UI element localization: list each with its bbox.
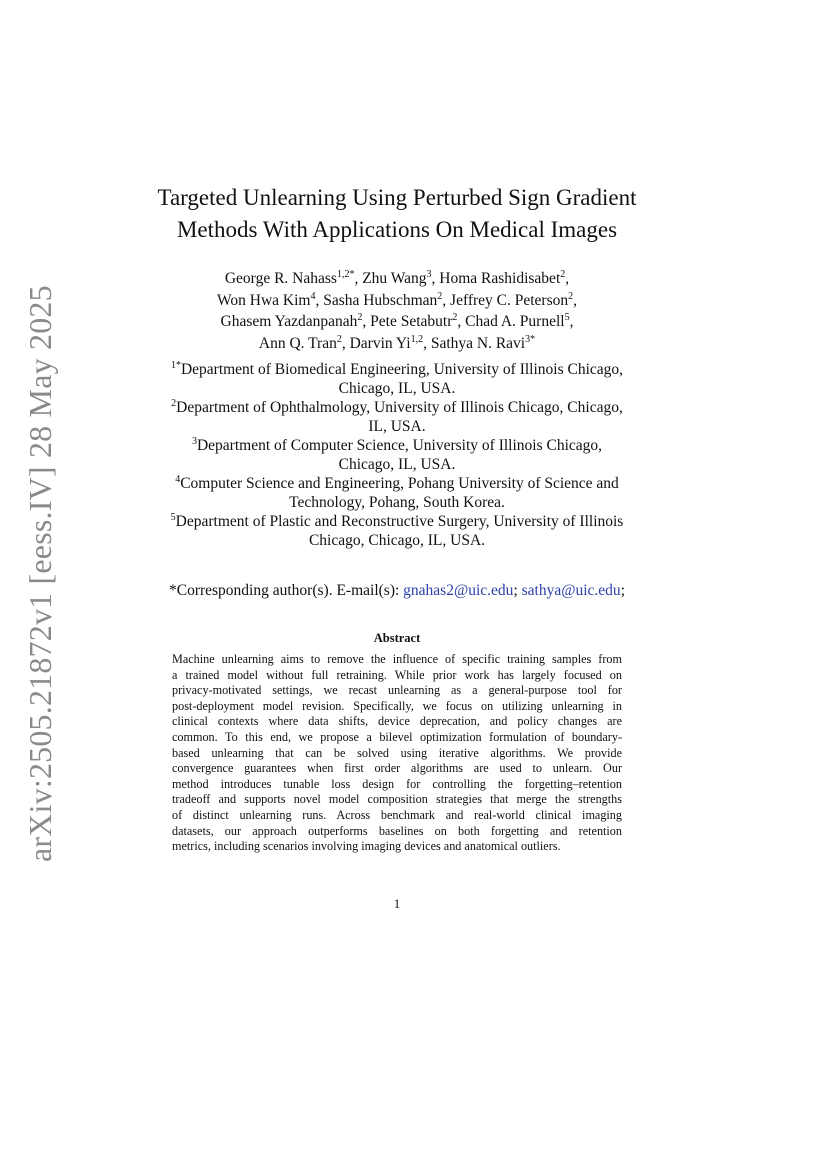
affiliation-mark: 1* [170, 360, 181, 371]
author-name: George R. Nahass [224, 270, 337, 287]
author-list [140, 268, 654, 354]
author-name: Zhu Wang [362, 270, 427, 287]
author-affiliation-mark: 4 [310, 290, 316, 302]
author-affiliation-mark: 2 [560, 269, 566, 280]
abstract-line: metrics, including scenarios involving imaging devices and anatomical outliers. [172, 839, 561, 854]
affiliation-mark: 5 [170, 512, 176, 523]
paper-title-line-1: Targeted Unlearning Using Perturbed Sign Gradient [157, 185, 637, 210]
abstract-line: datasets, our approach outperforms baselines on both forgetting and retention [172, 823, 622, 838]
affiliation [150, 360, 644, 398]
affiliation-line [150, 436, 644, 455]
arxiv-side-stamp: arXiv:2505.21872v1 [eess.IV] 28 May 2025 [22, 285, 58, 862]
author-name: Homa Rashidisabet [439, 270, 561, 287]
author-name: Ghasem Yazdanpanah [220, 313, 358, 330]
abstract-body [172, 652, 622, 855]
abstract-line: method introduces tunable loss design for controlling the forgetting–retention [172, 776, 622, 791]
author-affiliation-mark: 3 [426, 269, 432, 280]
abstract-heading: Abstract [373, 631, 421, 645]
author-separator: , [569, 313, 574, 330]
author-name: Pete Setabutr [370, 313, 453, 330]
affiliation [150, 398, 644, 436]
abstract-line: based unlearning that can be solved using iterative algorithms. We provide [172, 745, 622, 760]
affiliation-line: Chicago, IL, USA. [338, 456, 456, 473]
affiliation-line [150, 360, 644, 379]
affiliation-text: Computer Science and Engineering, Pohang University of Science and [180, 475, 619, 492]
page-number: 1 [393, 896, 401, 911]
email-link-gnahas2[interactable]: gnahas2@uic.edu [403, 582, 514, 599]
abstract-line: privacy-motivated settings, we recast unlearning as a general-purpose tool for [172, 683, 622, 698]
author-separator: , [423, 334, 431, 352]
corresponding-label: *Corresponding author(s). E-mail(s): [168, 582, 404, 599]
author-separator: , [341, 334, 350, 352]
paper-title [130, 182, 664, 246]
affiliation [150, 474, 644, 512]
author-affiliation-mark: 1,2* [336, 269, 355, 280]
abstract-line: clinical contexts where data shifts, device deprecation, and policy changes are [172, 714, 622, 729]
affiliation-mark: 3 [191, 436, 197, 447]
author-affiliation-mark: 1,2 [410, 333, 424, 345]
author-affiliation-mark: 2 [452, 312, 458, 323]
author-separator: , [431, 270, 440, 287]
affiliation [150, 436, 644, 474]
abstract-line: of distinct unlearning runs. Across benchmark and real-world clinical imaging [172, 807, 622, 822]
affiliation-mark: 4 [175, 474, 181, 485]
abstract-line: Machine unlearning aims to remove the influence of specific training samples from [172, 652, 622, 666]
affiliation-line [150, 512, 644, 531]
email-separator: ; [513, 582, 522, 599]
author-affiliation-mark: 2 [357, 312, 363, 323]
author-line [140, 268, 654, 290]
affiliation-line: Chicago, Chicago, IL, USA. [308, 532, 486, 549]
abstract-line: post-deployment model revision. Specifically, we focus on utilizing unlearning in [172, 698, 622, 713]
affiliation-mark: 2 [171, 398, 177, 409]
abstract-line: convergence guarantees when first order algorithms are used to unlearn. Our [172, 761, 622, 776]
author-separator: , [354, 270, 363, 287]
affiliation-line: Chicago, IL, USA. [338, 380, 456, 397]
abstract-line: common. To this end, we propose a bilevel optimization formulation of boundary- [172, 729, 622, 744]
affiliation-line [150, 474, 644, 493]
author-line [140, 311, 654, 333]
email-link-sathya[interactable]: sathya@uic.edu [521, 582, 621, 599]
author-name: Darvin Yi [349, 334, 411, 352]
affiliation-list [150, 360, 644, 550]
author-name: Sathya N. Ravi [430, 334, 526, 352]
affiliation-text: Department of Plastic and Reconstructive Surgery, University of Illinois [175, 513, 624, 530]
author-separator: , [315, 291, 324, 309]
author-affiliation-mark: 5 [564, 312, 570, 323]
author-affiliation-mark: 2 [437, 290, 443, 302]
author-name: Jeffrey C. Peterson [450, 291, 569, 309]
author-separator: , [457, 313, 466, 330]
author-name: Sasha Hubschman [323, 291, 438, 309]
abstract-line: a trained model without full retraining. While prior work has largely focused on [172, 667, 622, 682]
affiliation-line [150, 398, 644, 417]
author-name: Ann Q. Tran [258, 334, 337, 352]
affiliation-text: Department of Biomedical Engineering, University of Illinois Chicago, [180, 361, 624, 378]
author-affiliation-mark: 2 [336, 333, 342, 345]
affiliation-text: Department of Ophthalmology, University of Illinois Chicago, Chicago, [176, 399, 623, 416]
author-separator: , [565, 270, 570, 287]
author-separator: , [362, 313, 371, 330]
affiliation-line: IL, USA. [368, 418, 426, 435]
author-affiliation-mark: 3* [525, 333, 536, 345]
email-terminator: ; [620, 582, 625, 599]
affiliation [150, 512, 644, 550]
author-separator: , [573, 291, 577, 309]
affiliation-line: Technology, Pohang, South Korea. [289, 494, 505, 511]
author-affiliation-mark: 2 [568, 290, 574, 302]
abstract-line: tradeoff and supports novel model composition strategies that merge the strengths [172, 792, 622, 807]
affiliation-text: Department of Computer Science, University of Illinois Chicago, [196, 437, 603, 454]
corresponding-authors [150, 581, 644, 601]
author-name: Chad A. Purnell [465, 313, 565, 330]
author-separator: , [442, 291, 451, 309]
author-line [140, 290, 654, 312]
author-line [140, 333, 654, 355]
paper-title-line-2: Methods With Applications On Medical Images [176, 217, 618, 242]
author-name: Won Hwa Kim [216, 291, 311, 309]
